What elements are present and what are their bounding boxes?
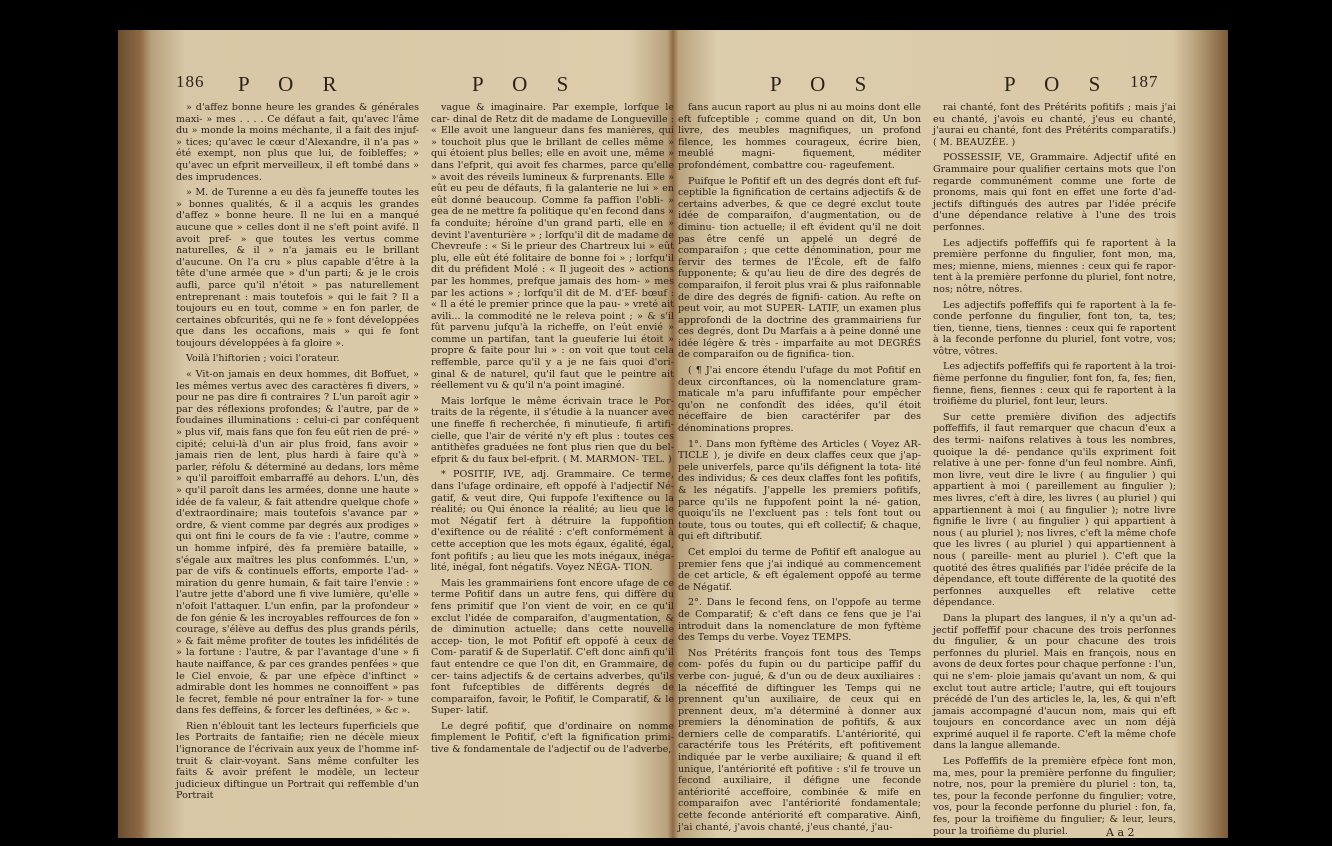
- left-page: [176, 66, 674, 806]
- paragraph: « Vit-on jamais en deux hommes, dit Boffuet, » les mêmes vertus avec des caractères fi divers, » pour ne pas dire fi contraires ? L'un paroît agir » par des réflexions profondes; & l'autre, par de » foudaines illuminations : celui-ci par conféquent » plus vif, mais fans que fon feu eût rien de pré- » cipité; celui-là d'un air plus froid, fans avoir » jamais rien de lent, plus hardi à faire qu'à » parler, réfolu & déterminé au dedans, lors même » qu'il paroiffoit embarraffé au dehors. L'un, dès » qu'il paroît dans les armées, donne une haute » idée de fa valeur, & fait attendre quelque chofe » d'extraordinaire; mais toutefois s'avance par » ordre, & vient comme par degrés aux prodiges » qui ont fini le cours de fa vie : l'autre, comme » un homme infpiré, dès fa première bataille, » s'égale aux maîtres les plus confommés. L'un, » par de vifs & continuels efforts, emporte l'ad- » miration du genre humain, & fait taire l'envie : » l'autre jette d'abord une fi vive lumière, qu'elle » n'ofoit l'attaquer. L'un enfin, par la profondeur » de fon génie & les incroyables reffources de fon » courage, s'élève au deffus des plus grands périls, » & fait même profiter de toutes les infidélités de » la fortune : l'autre, & par l'avantage d'une » fi haute naiffance, & par ces grandes penfées » que le Ciel envoie, & par une efpèce d'inftinct » admirable dont les hommes ne connoiffent » pas le fecret, femble né pour entraîner la for- » tune dans fes deffeins, & forcer les deftinées, » &c ».: [176, 369, 419, 717]
- paragraph: rai chanté, font des Prétérits pofitifs ; mais j'ai eu chanté, j'avois eu chanté, j'eus eu chanté, j'aurai eu chanté, font des Prétérits comparatifs.) ( M. BEAUZÉE. ): [933, 102, 1176, 148]
- signature-mark: A a 2: [1106, 826, 1135, 839]
- paragraph: Puifque le Pofitif eft un des degrés dont eft fuf- ceptible la fignification de certains adjectifs & de certains adverbes, & que ce degré exclut toute idée de comparaifon, d'augmentation, ou de diminu- tion actuelle; il eft évident qu'il ne doit pas être cenfé un appelé un degré de comparaifon ; que cette dénomination, pour me fervir des termes de l'École, eft de falfo fupponente; & qu'au lieu de dire des degrés de comparaifon, il feroit plus vrai & plus raifonnable de dire des degrés de fignifi- cation. Au refte on peut voir, au mot SUPER- LATIF, un examen plus approfondi de la doctrine des grammairiens fur ces degrés, dont Du Marfais a à peine donné une idée légère & très - imparfaite au mot DEGRÉS de comparaifon ou de fignifica- tion.: [678, 175, 921, 361]
- running-head: P O R: [238, 72, 349, 96]
- paragraph: » M. de Turenne a eu dès fa jeuneffe toutes les » bonnes qualités, & il a acquis les grandes d'affez » bonne heure. Il ne lui en a manqué aucune que » celles dont il ne s'eft point avifé. Il avoit pref- » que toutes les vertus comme naturelles, & il » n'a jamais eu le brillant d'aucune. On l'a cru » plus capable d'être à la tête d'une armée que » d'un parti; & je le crois aufli, parce qu'il n'étoit » pas naturellement entreprenant : mais toutefois » qui le fait ? Il a toujours eu en tout, comme » en fon parler, de certaines obfcurités, qui ne fe » font développées que dans les occafions, mais » qui fe font toujours développées à fa gloire ».: [176, 187, 419, 349]
- running-head: P O S: [1004, 72, 1113, 96]
- paragraph: Mais les grammairiens font encore ufage de ce terme Pofitif dans un autre fens, qui diffère du fens primitif que l'on vient de voir, en ce qu'il exclut l'idée de comparaifon, d'augmentation, & de diminution actuelle; dans cette nouvelle accep- tion, le mot Pofitif eft oppofé à ceux de Com- paratif & de Superlatif. C'eft donc ainfi qu'il faut entendre ce que l'on dit, en Grammaire, de cer- tains adjectifs & de certains adverbes, qu'ils font fufceptibles de différents degrés de comparaifon, favoir, le Pofitif, le Comparatif, & le Super- latif.: [431, 577, 674, 717]
- paragraph: vague & imaginaire. Par exemple, lorfque le car- dinal de Retz dit de madame de Longueville : « Elle avoit une langueur dans fes manières, qui » touchoit plus que le brillant de celles même » qui étoient plus belles; elle en avoit une, même » dans l'efprit, qui avoit fes charmes, parce qu'elle » avoit des réveils lumineux & furprenants. Elle » eût eu peu de défauts, fi la galanterie ne lui » en eût donné beaucoup. Comme fa paffion l'obli- » gea de ne mettre fa politique qu'en fecond dans » fa conduite; héroïne d'un grand parti, elle en » devint l'aventurière » ; lorfqu'il dit de madame de Chevreufe : « Si le prieur des Chartreux lui » eût plu, elle eût été folitaire de bonne foi » ; lorfqu'il dit du préfident Molé : « Il jugeoit des » actions par les hommes, prefque jamais des hom- » mes par les actions » ; lorfqu'il dit de M. d'Ef- bœuf : « Il a été le premier prince que la pau- » vreté ait avili... la commodité ne le releva point ; » & s'il fût parvenu jufqu'à la richeffe, on l'eût envié » comme un partifan, tant la gueuferie lui étoit » propre & faite pour lui » : on voit que tout cela reffemble, parce qu'il y a je ne fais quoi d'ori- ginal & de naturel, qu'il faut que le peintre ait réellement vu & qu'il n'a point imaginé.: [431, 102, 674, 392]
- paragraph: POSSESSIF, VE, Grammaire. Adjectif ufité en Grammaire pour qualifier certains mots que l'on regarde communément comme une forte de pronoms, mais qui font en effet une forte d'ad- jectifs diftingués des autres par l'idée précife d'une dépendance relative à l'une des trois perfonnes.: [933, 152, 1176, 233]
- right-page: [678, 66, 1176, 841]
- paragraph: Le degré pofitif, que d'ordinaire on nomme fimplement le Pofitif, c'eft la fignification primi- tive & fondamentale de l'adjectif ou de l'adverbe,: [431, 720, 674, 756]
- paragraph: Mais lorfque le même écrivain trace le Por- traits de la régente, il s'étudie à la nuancer avec une fineffe fi recherchée, fi minutieufe, fi artifi- cielle, que l'air de vérité n'y eft plus : toutes ces antithèfes graduées ne font plus rien que du bel-efprit & du faux bel-efprit. ( M. MARMON- TEL. ): [431, 395, 674, 465]
- paragraph: » d'affez bonne heure les grandes & générales maxi- » mes . . . . Ce défaut a fait, qu'avec l'âme du » monde la moins méchante, il a fait des injuf- » tices; qu'avec le cœur d'Alexandre, il n'a pas » été exempt, non plus que lui, de foibleffes; » qu'avec un efprit merveilleux, il eft tombé dans » des imprudences.: [176, 102, 419, 183]
- paragraph: Les adjectifs poffeffifs qui fe raportent à la troi- fième perfonne du fingulier, font fon, fa, fes; fien, fienne, fiens, fiennes : ceux qui fe raportent à la troifième du pluriel, font leur, leurs.: [933, 361, 1176, 408]
- paragraph: Les Poffeffifs de la première efpèce font mon, ma, mes, pour la première perfonne du fingulier; notre, nos, pour la première du pluriel : ton, ta, tes, pour la feconde perfonne du fingulier; votre, vos, pour la feconde perfonne du pluriel : fon, fa, fes, pour la troifième du fingulier; & leur, leurs, pour la troifième du pluriel.: [933, 756, 1176, 837]
- paragraph: 1°. Dans mon fyftème des Articles ( Voyez AR- TICLE ), je divife en deux claffes ceux que j'ap- pele univerfels, parce qu'ils défignent la tota- lité des individus; & ces deux claffes font les pofitifs, & les négatifs. J'appelle les premiers pofitifs, parce qu'ils ne fuppofent point la né- gation, quoiqu'ils ne l'excluent pas : tels font tout ou toute, tous ou toutes, qui eft collectif; & chaque, qui eft diftributif.: [678, 438, 921, 543]
- paragraph: 2°. Dans le fecond fens, on l'oppofe au terme de Comparatif; & c'eft dans ce fens que je l'ai introduit dans la nomenclature de mon fyftème des Temps du verbe. Voyez TEMPS.: [678, 597, 921, 644]
- open-book: [118, 30, 1228, 838]
- left-page-columns: [176, 102, 674, 806]
- paragraph: fans aucun raport au plus ni au moins dont elle eft fufceptible ; comme quand on dit, Un bon livre, des meubles magnifiques, un profond filence, les hommes courageux, écrire bien, meublé magni- fiquement, méditer profondément, combattre cou- rageufement.: [678, 102, 921, 171]
- paragraph: Les adjectifs poffeffifs qui fe raportent à la fe- conde perfonne du fingulier, font ton, ta, tes; tien, tienne, tiens, tiennes : ceux qui fe raportent à la feconde perfonne du pluriel, font votre, vos; vôtre, vôtres.: [933, 299, 1176, 357]
- page-number-left: 186: [176, 72, 205, 91]
- text-column: [431, 102, 674, 806]
- page-number-right: 187: [1130, 72, 1159, 91]
- paragraph: Les adjectifs poffeffifs qui fe raportent à la première perfonne du fingulier, font mon, ma, mes; mienne, miens, miennes : ceux qui fe rapor- tent à la première perfonne du pluriel, font notre, nos; nôtre, nôtres.: [933, 237, 1176, 295]
- running-head: P O S: [770, 72, 879, 96]
- paragraph: Rien n'éblouit tant les lecteurs fuperficiels que les Portraits de fantaifie; rien ne décèle mieux l'ignorance de l'écrivain aux yeux de l'homme inf- truit & clair-voyant. Sans même confulter les faits & avoir préfent le modèle, un lecteur judicieux diftingue un Portrait qui reffemble d'un Portrait: [176, 720, 419, 802]
- right-page-columns: [678, 102, 1176, 841]
- right-page-header: [678, 66, 1176, 96]
- paragraph: Voilà l'hiftorien ; voici l'orateur.: [186, 353, 340, 365]
- paragraph: Cet emploi du terme de Pofitif eft analogue au premier fens que j'ai indiqué au commencement de cet article, & eft également oppofé au terme de Négatif.: [678, 546, 921, 593]
- paragraph: ( ¶ J'ai encore étendu l'ufage du mot Pofitif en deux circonftances, où la nomenclature gram- maticale m'a paru infuffifante pour empêcher qu'on ne confondît des idées, qu'il étoit néceffaire de bien caractérifer par des dénominations propres.: [678, 365, 921, 435]
- text-column: [176, 102, 419, 806]
- paragraph: * POSITIF, IVE, adj. Grammaire. Ce terme, dans l'ufage ordinaire, eft oppofé à l'adjectif Né- gatif, & veut dire, Qui fuppofe l'exiftence ou la réalité; ou Qui énonce la réalité; au lieu que le mot Négatif fert à détruire la fuppofition d'exiftence ou de réalité : c'eft conformément à cette acception que les mots égaux, égalité, égal, font pofitifs ; au lieu que les mots inégaux, inéga- lité, inégal, font négatifs. Voyez NÉGA- TION.: [431, 469, 674, 574]
- paragraph: Nos Prétérits françois font tous des Temps com- pofés du fupin ou du participe paffif du verbe con- jugué, & d'un ou de deux auxiliaires : la néceffité de diftinguer les Temps qui ne prennent qu'un auxiliaire, de ceux qui en prennent deux, m'a déterminé à donner aux premiers la dénomination de pofitifs, & aux derniers celle de comparatifs. L'antériorité, qui caractérife tous les Prétérits, eft pofitivement indiquée par le verbe auxiliaire; & quand il eft unique, l'antériorité eft pofitive : s'il fe trouve un fecond auxiliaire, il défigne une feconde antériorité acceffoire, combinée & mife en comparaifon avec l'antériorité fondamentale; cette feconde antériorité eft comparative. Ainfi, j'ai chanté, j'avois chanté, j'eus chanté, j'au-: [678, 647, 921, 833]
- text-column: [678, 102, 921, 841]
- paragraph: Sur cette première divifion des adjectifs poffeffifs, il faut remarquer que chacun d'eux a des termi- naifons relatives à tous les nombres, quoique la dé- pendance qu'ils expriment foit relative à une per- fonne d'un feul nombre. Ainfi, mon livre, veut dire le livre ( au fingulier ) qui appartient à moi ( pareillement au fingulier ); mes livres, c'eft à dire, les livres ( au pluriel ) qui appartiennent à moi ( au fingulier ); notre livre fignifie le livre ( au fingulier ) qui appartient à nous ( au pluriel ); nos livres, c'eft la même chofe que les livres ( au pluriel ) qui appartiennent à nous ( pareille- ment au pluriel ). C'eft que la quotité des êtres qualifiés par l'idée précife de la dépendance, eft toute différente de la quotité des perfonnes auxquelles eft relative cette dépendance.: [933, 411, 1176, 609]
- paragraph: Dans la plupart des langues, il n'y a qu'un ad- jectif poffeffif pour chacune des trois perfonnes du fingulier, & un pour chacune des trois perfonnes du pluriel. Mais en françois, nous en avons de deux fortes pour chaque perfonne : l'un, qui ne s'em- ploie jamais qu'avant un nom, & qui exclut tout autre article; l'autre, qui eft toujours précédé de l'un des articles le, la, les, & qui n'eft jamais accompagné d'aucun nom, mais qui eft toujours en concordance avec un nom déjà exprimé auquel il fe raporte. C'eft la même chofe dans la langue allemande.: [933, 612, 1176, 752]
- left-page-header: [176, 66, 674, 96]
- text-column: [933, 102, 1176, 841]
- running-head: P O S: [472, 72, 581, 96]
